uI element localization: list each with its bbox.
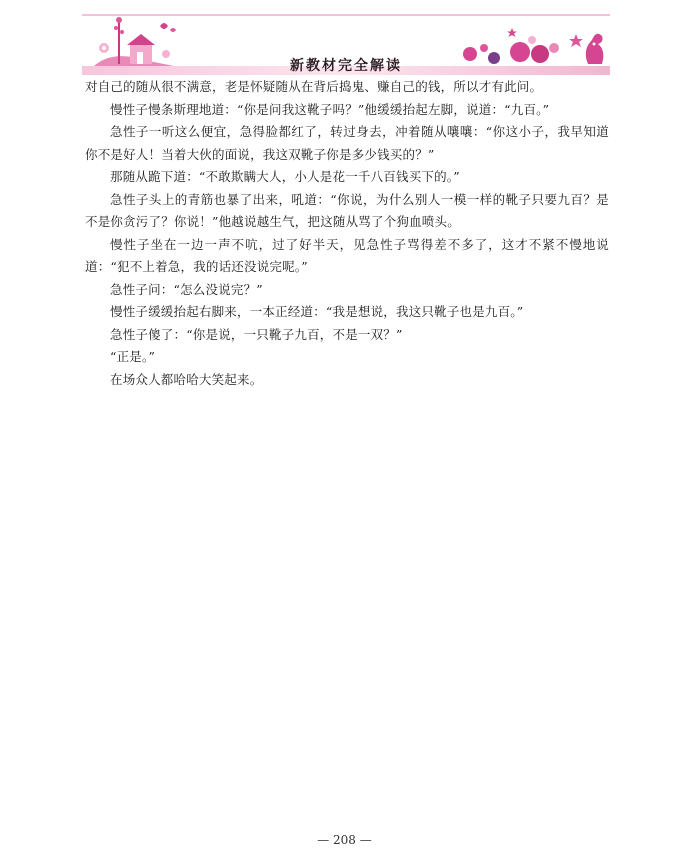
paragraph: 急性子头上的青筋也暴了出来，吼道：“你说，为什么别人一模一样的靴子只要九百？是不是你贪污了？你说！”他越说越生气，把这随从骂了个狗血喷头。 [85, 191, 609, 229]
header-title: 新教材完全解读 [290, 58, 402, 74]
paragraph: 慢性子慢条斯理地道：“你是问我这靴子吗？”他缓缓抬起左脚，说道：“九百。” [110, 101, 550, 117]
paragraph: 急性子傻了：“你是说，一只靴子九百，不是一双？” [110, 326, 403, 342]
page-header [82, 14, 610, 76]
page-number: — 208 — [317, 833, 372, 847]
paragraph: 那随从跪下道：“不敢欺瞒大人，小人是花一千八百钱买下的。” [110, 169, 460, 184]
paragraph: 在场众人都哈哈大笑起来。 [110, 371, 263, 387]
paragraph: 对自己的随从很不满意，老是怀疑随从在背后捣鬼、赚自己的钱，所以才有此问。 [85, 79, 543, 94]
paragraph: 急性子问：“怎么没说完？” [110, 281, 263, 297]
article-body [85, 76, 609, 391]
paragraph: “正是。” [110, 349, 156, 364]
paragraph: 慢性子缓缓抬起右脚来，一本正经道：“我是想说，我这只靴子也是九百。” [110, 304, 524, 319]
paragraph: 慢性子坐在一边一声不吭，过了好半天，见急性子骂得差不多了，这才不紧不慢地说道：“犯不上着急，我的话还没说完呢。” [85, 236, 609, 274]
paragraph: 急性子一听这么便宜，急得脸都红了，转过身去，冲着随从嚷嚷：“你这小子，我早知道你不是好人！当着大伙的面说，我这双靴子你是多少钱买的？” [85, 124, 609, 162]
